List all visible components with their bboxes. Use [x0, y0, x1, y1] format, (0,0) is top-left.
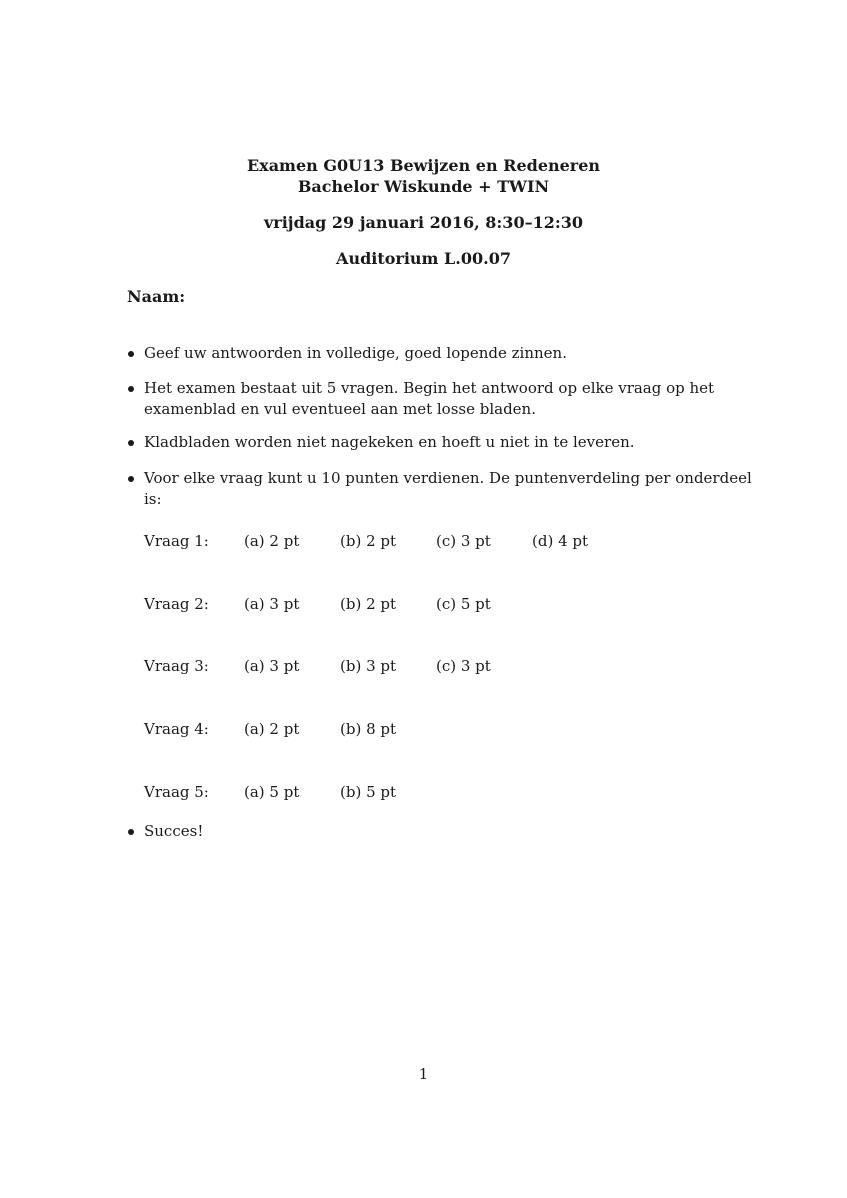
part-points: (a) 3 pt [244, 595, 300, 613]
instruction-text: Geef uw antwoorden in volledige, goed lopende zinnen. [144, 344, 567, 362]
instruction-item [127, 468, 767, 510]
page-number: 1 [418, 1065, 429, 1083]
part-points: (a) 2 pt [244, 720, 300, 738]
instruction-text: Het examen bestaat uit 5 vragen. Begin het antwoord op elke vraag op het examenblad en vul eventueel aan met losse bladen. [144, 379, 715, 418]
exam-datetime: vrijdag 29 januari 2016, 8:30–12:30 [263, 213, 584, 232]
points-row [0, 530, 847, 554]
part-points: (c) 3 pt [436, 657, 491, 675]
question-label: Vraag 4: [144, 720, 209, 738]
part-points: (c) 3 pt [436, 532, 491, 550]
part-points: (b) 2 pt [340, 595, 397, 613]
exam-title: Examen G0U13 Bewijzen en Redeneren [246, 156, 601, 175]
part-points: (a) 2 pt [244, 532, 300, 550]
exam-location: Auditorium L.00.07 [336, 249, 511, 268]
points-row [0, 718, 847, 742]
part-points: (b) 2 pt [340, 532, 397, 550]
question-label: Vraag 2: [144, 595, 209, 613]
name-label: Naam: [127, 287, 186, 306]
question-label: Vraag 1: [144, 532, 209, 550]
exam-program: Bachelor Wiskunde + TWIN [297, 177, 550, 196]
question-label: Vraag 3: [144, 657, 209, 675]
points-row [0, 655, 847, 679]
part-points: (a) 5 pt [244, 783, 300, 801]
instruction-text: Voor elke vraag kunt u 10 punten verdienen. De puntenverdeling per onderdeel is: [144, 469, 752, 508]
points-row [0, 593, 847, 617]
instruction-item [127, 432, 767, 453]
part-points: (b) 5 pt [340, 783, 397, 801]
part-points: (c) 5 pt [436, 595, 491, 613]
part-points: (b) 3 pt [340, 657, 397, 675]
question-label: Vraag 5: [144, 783, 209, 801]
closing-text: Succes! [144, 822, 204, 840]
part-points: (b) 8 pt [340, 720, 397, 738]
instruction-item [127, 378, 767, 420]
part-points: (d) 4 pt [532, 532, 589, 550]
part-points: (a) 3 pt [244, 657, 300, 675]
closing-item [127, 821, 767, 842]
instruction-item [127, 343, 767, 364]
instruction-text: Kladbladen worden niet nagekeken en hoeft u niet in te leveren. [144, 433, 635, 451]
points-row [0, 781, 847, 805]
